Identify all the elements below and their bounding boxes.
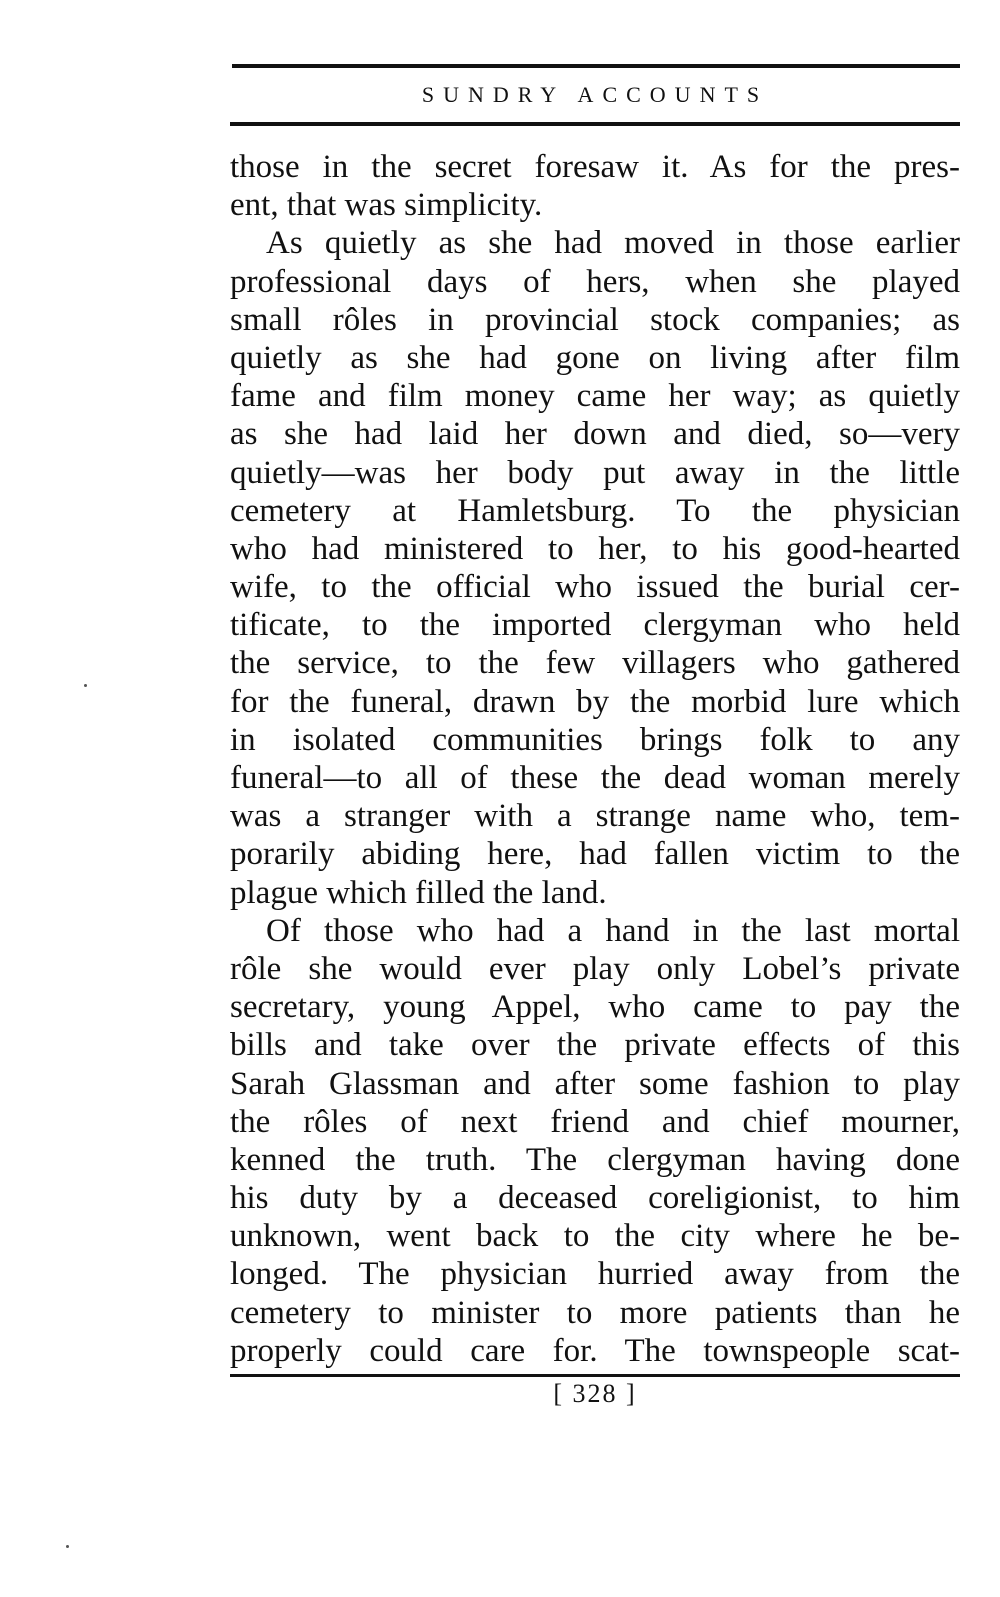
text-line: his duty by a deceased coreligionist, to him [230,1180,960,1217]
text-line: secretary, young Appel, who came to pay the [230,989,960,1026]
scan-speck [66,1545,69,1548]
text-line: those in the secret foresaw it. As for the pres- [230,149,960,185]
text-line: wife, to the official who issued the burial cer- [230,569,960,606]
text-line: in isolated communities brings folk to any [230,721,960,758]
text-line: cemetery to minister to more patients than he [230,1294,960,1331]
text-line: who had ministered to her, to his good-hearted [230,530,960,567]
text-line: professional days of hers, when she played [230,263,960,300]
text-line: was a stranger with a strange name who, tem- [230,798,960,835]
text-line: quietly as she had gone on living after film [230,339,960,376]
text-line: plague which filled the land. [230,874,607,911]
text-line: bills and take over the private effects of this [230,1027,960,1064]
running-head: SUNDRY ACCOUNTS [421,82,769,107]
text-line: tificate, to the imported clergyman who held [230,607,960,644]
text-line: ent, that was simplicity. [230,187,543,224]
text-line: rôle she would ever play only Lobel’s private [230,950,960,987]
text-line: funeral—to all of these the dead woman merely [230,760,960,796]
text-line: cemetery at Hamletsburg. To the physician [230,492,960,529]
body-text [230,148,960,1370]
text-line: the service, to the few villagers who gathered [230,645,960,682]
text-line: Sarah Glassman and after some fashion to play [230,1065,960,1102]
text-line: fame and film money came her way; as quietly [230,378,960,415]
text-line: quietly—was her body put away in the little [230,454,960,491]
header-rule [230,122,960,126]
book-page [230,64,960,1409]
text-line: for the funeral, drawn by the morbid lure which [230,683,960,720]
footer-rule [230,1374,960,1377]
text-line: properly could care for. The townspeople scat- [230,1332,960,1369]
text-line: the rôles of next friend and chief mourner, [230,1103,960,1140]
text-line: Of those who had a hand in the last mortal [266,912,960,949]
text-line: As quietly as she had moved in those earlier [266,225,960,262]
text-line: porarily abiding here, had fallen victim to the [230,836,960,873]
text-line: unknown, went back to the city where he be- [230,1218,960,1255]
page-number: [ 328 ] [553,1379,637,1408]
text-line: small rôles in provincial stock companies; as [230,301,960,338]
scan-speck [84,684,87,687]
text-line: kenned the truth. The clergyman having done [230,1141,960,1178]
text-line: as she had laid her down and died, so—very [230,416,960,453]
text-line: longed. The physician hurried away from the [230,1256,960,1293]
